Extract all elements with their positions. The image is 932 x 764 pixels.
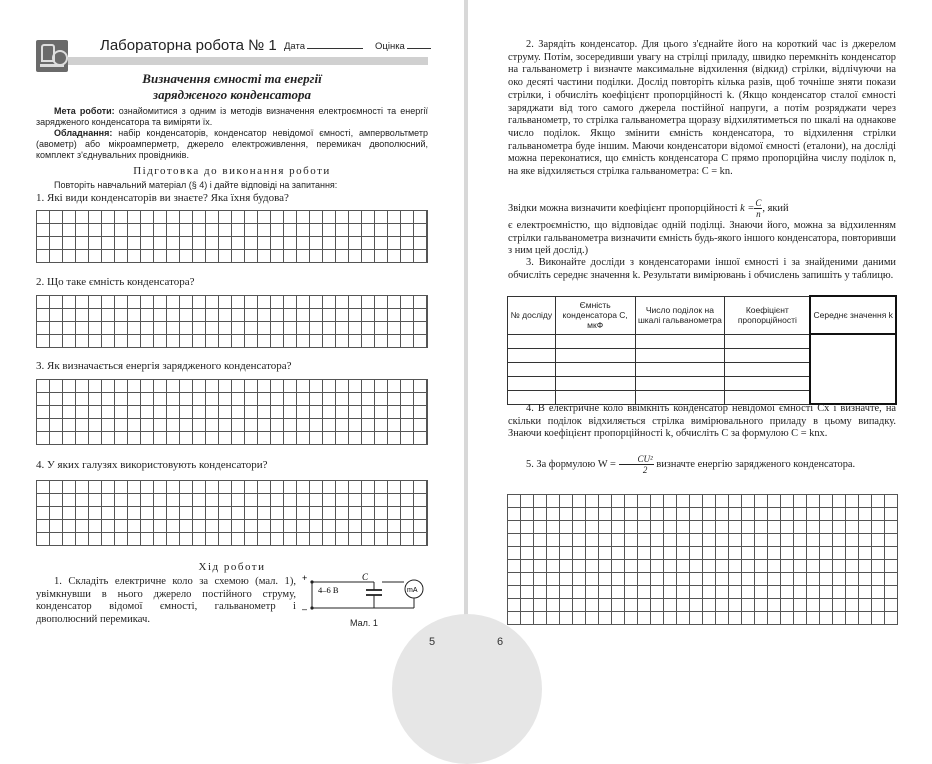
prep-heading: Підготовка до виконання роботи: [133, 165, 331, 177]
step-5-suffix: визначте енергію зарядженого конденсатора.: [656, 458, 856, 470]
formula-numerator: C: [755, 198, 762, 208]
goal-label: Мета роботи:: [54, 106, 115, 116]
table-header-cell: Ємність конденсатора C, мкФ: [555, 296, 635, 334]
table-cell[interactable]: [508, 376, 556, 390]
circuit-voltage-label: 4–6 В: [318, 585, 339, 595]
page-number-left: 5: [429, 636, 436, 648]
table-cell[interactable]: [635, 334, 725, 348]
work-heading: Хід роботи: [198, 561, 266, 573]
step-5: [508, 454, 896, 475]
goal-paragraph: [36, 106, 428, 128]
answer-grid-4[interactable]: [36, 480, 428, 546]
table-cell[interactable]: [635, 348, 725, 362]
table-cell[interactable]: [635, 362, 725, 376]
circuit-meter-label: mA: [407, 587, 418, 594]
book-spine: [464, 0, 468, 684]
equipment-text: набір конденсаторів, конденсатор невідомої ємності, ампервольтметр (авометр) або мікроамперметр, джерело електроживлення, перемикач двополюсний, комплект з'єднувальних провідників.: [36, 128, 428, 160]
energy-fraction: [619, 454, 654, 475]
lab-title: Лабораторна робота № 1: [100, 37, 277, 54]
lab-icon: [36, 40, 68, 72]
table-cell[interactable]: [725, 362, 811, 376]
circuit-plus-label: +: [302, 573, 308, 583]
page-number-right: 6: [497, 636, 504, 648]
header-strip: [36, 57, 428, 65]
step-1: 1. Складіть електричне коло за схемою (мал. 1), увімкнувши в нього джерело постійного струму, конденсатор відомої ємності, гальванометр і двополюсний перемикач.: [36, 576, 296, 626]
table-cell[interactable]: [725, 334, 811, 348]
table-cell[interactable]: [508, 348, 556, 362]
formula-k: k =: [740, 202, 755, 214]
step-2-formula-prefix: Звідки можна визначити коефіцієнт пропорційності: [508, 202, 741, 214]
table-cell[interactable]: [725, 390, 811, 404]
date-label: Дата: [284, 41, 306, 52]
circuit-cap-label: C: [362, 572, 369, 582]
grade-field[interactable]: [375, 41, 431, 52]
question-2: 2. Що таке ємність конденсатора?: [36, 276, 195, 288]
table-cell[interactable]: [635, 376, 725, 390]
results-table: [507, 295, 897, 405]
page-title-line2: зарядженого конденсатора: [153, 87, 311, 102]
prep-intro: Повторіть навчальний матеріал (§ 4) і дайте відповіді на запитання:: [54, 180, 338, 190]
answer-grid-3[interactable]: [36, 379, 428, 445]
answer-grid-1[interactable]: [36, 210, 428, 263]
figure-caption: Мал. 1: [350, 618, 378, 628]
question-3: 3. Як визначається енергія зарядженого конденсатора?: [36, 360, 292, 372]
table-cell[interactable]: [555, 390, 635, 404]
goal-text: ознайомитися з одним із методів визначення електроємності та енергії зарядженого конденсатора та виміряти їх.: [36, 106, 429, 127]
step-2-formula: [508, 198, 896, 219]
table-cell[interactable]: [508, 334, 556, 348]
table-header-cell: Число поділок на шкалі гальванометра: [635, 296, 725, 334]
step-4: 4. В електричне коло ввімкніть конденсатор невідомої ємності Cx і визначте, на скільки поділок відхиляється стрілка вимірювального приладу в цьому випадку. Знаючи коефіцієнт пропорційності k, обчисліть C за формулою C = knx.: [508, 403, 896, 440]
step-2: 2. Зарядіть конденсатор. Для цього з'єднайте його на короткий час із джерелом струму. Потім, зосередивши увагу на стрілці приладу, швидко перемкніть конденсатор на гальванометр і визначте максимальне відхилення (відкид) стрілки, відлічуючи на око десяті частини поділки. Дослід повторіть кілька разів, щоб точніше зняти покази стрілки, і обчисліть коефіцієнт пропорційності k. (Якщо конденсатор сталої ємності заряджати від того самого джерела постійної напруги, а потім розряджати через гальванометр, то стрілка гальванометра щоразу відхилятиметься по шкалі на однакове число поділок. Якщо змінити ємність конденсатора, то відхилення стрілки гальванометра буде іншим. Маючи конденсатори відомої ємності (еталони), на досліді можна переконатися, що ємність конденсатора C прямо пропорційна числу поділок n, на яке відхиляється стрілка гальванометра: C = kn.: [508, 39, 896, 178]
step-2-continued: є електроємністю, що відповідає одній поділці. Знаючи його, можна за відхиленням стрілки гальванометра визначити ємність будь-якого іншого конденсатора, повторивши з ним цей дослід.): [508, 220, 896, 257]
table-cell[interactable]: [555, 362, 635, 376]
page-title-line1: Визначення ємності та енергії: [142, 71, 322, 86]
table-cell[interactable]: [725, 348, 811, 362]
grade-label: Оцінка: [375, 41, 405, 52]
question-1: 1. Які види конденсаторів ви знаєте? Яка їхня будова?: [36, 192, 289, 204]
table-cell[interactable]: [555, 334, 635, 348]
step-3: 3. Виконайте досліди з конденсаторами іншої ємності і за знайденими даними обчисліть середнє значення k. Результати вимірювань і обчислень запишіть у таблицю.: [508, 257, 896, 281]
equipment-label: Обладнання:: [54, 128, 113, 138]
formula-denominator: n: [756, 209, 761, 219]
circuit-diagram: [300, 568, 432, 616]
energy-numerator: CU²: [619, 454, 654, 465]
page-number-circle: [392, 614, 542, 764]
answer-grid-2[interactable]: [36, 295, 428, 348]
answer-grid-5[interactable]: [507, 494, 898, 625]
table-header-cell: Середнє значення k: [810, 296, 896, 334]
table-row: [508, 334, 897, 348]
table-header-row: [508, 296, 897, 334]
table-cell[interactable]: [508, 362, 556, 376]
average-cell[interactable]: [810, 334, 896, 404]
table-cell[interactable]: [635, 390, 725, 404]
step-2-formula-suffix: , який: [762, 202, 789, 214]
table-cell[interactable]: [555, 376, 635, 390]
equipment-paragraph: [36, 128, 428, 161]
date-field[interactable]: [284, 41, 363, 52]
step-5-prefix: 5. За формулою W =: [526, 458, 616, 470]
table-cell[interactable]: [725, 376, 811, 390]
question-4: 4. У яких галузях використовують конденсатори?: [36, 459, 268, 471]
circuit-minus-label: –: [302, 604, 308, 614]
table-cell[interactable]: [508, 390, 556, 404]
energy-denominator: 2: [642, 465, 648, 475]
table-cell[interactable]: [555, 348, 635, 362]
table-header-cell: № досліду: [508, 296, 556, 334]
table-header-cell: Коефіцієнт пропорційності: [725, 296, 811, 334]
left-page: [0, 0, 464, 684]
